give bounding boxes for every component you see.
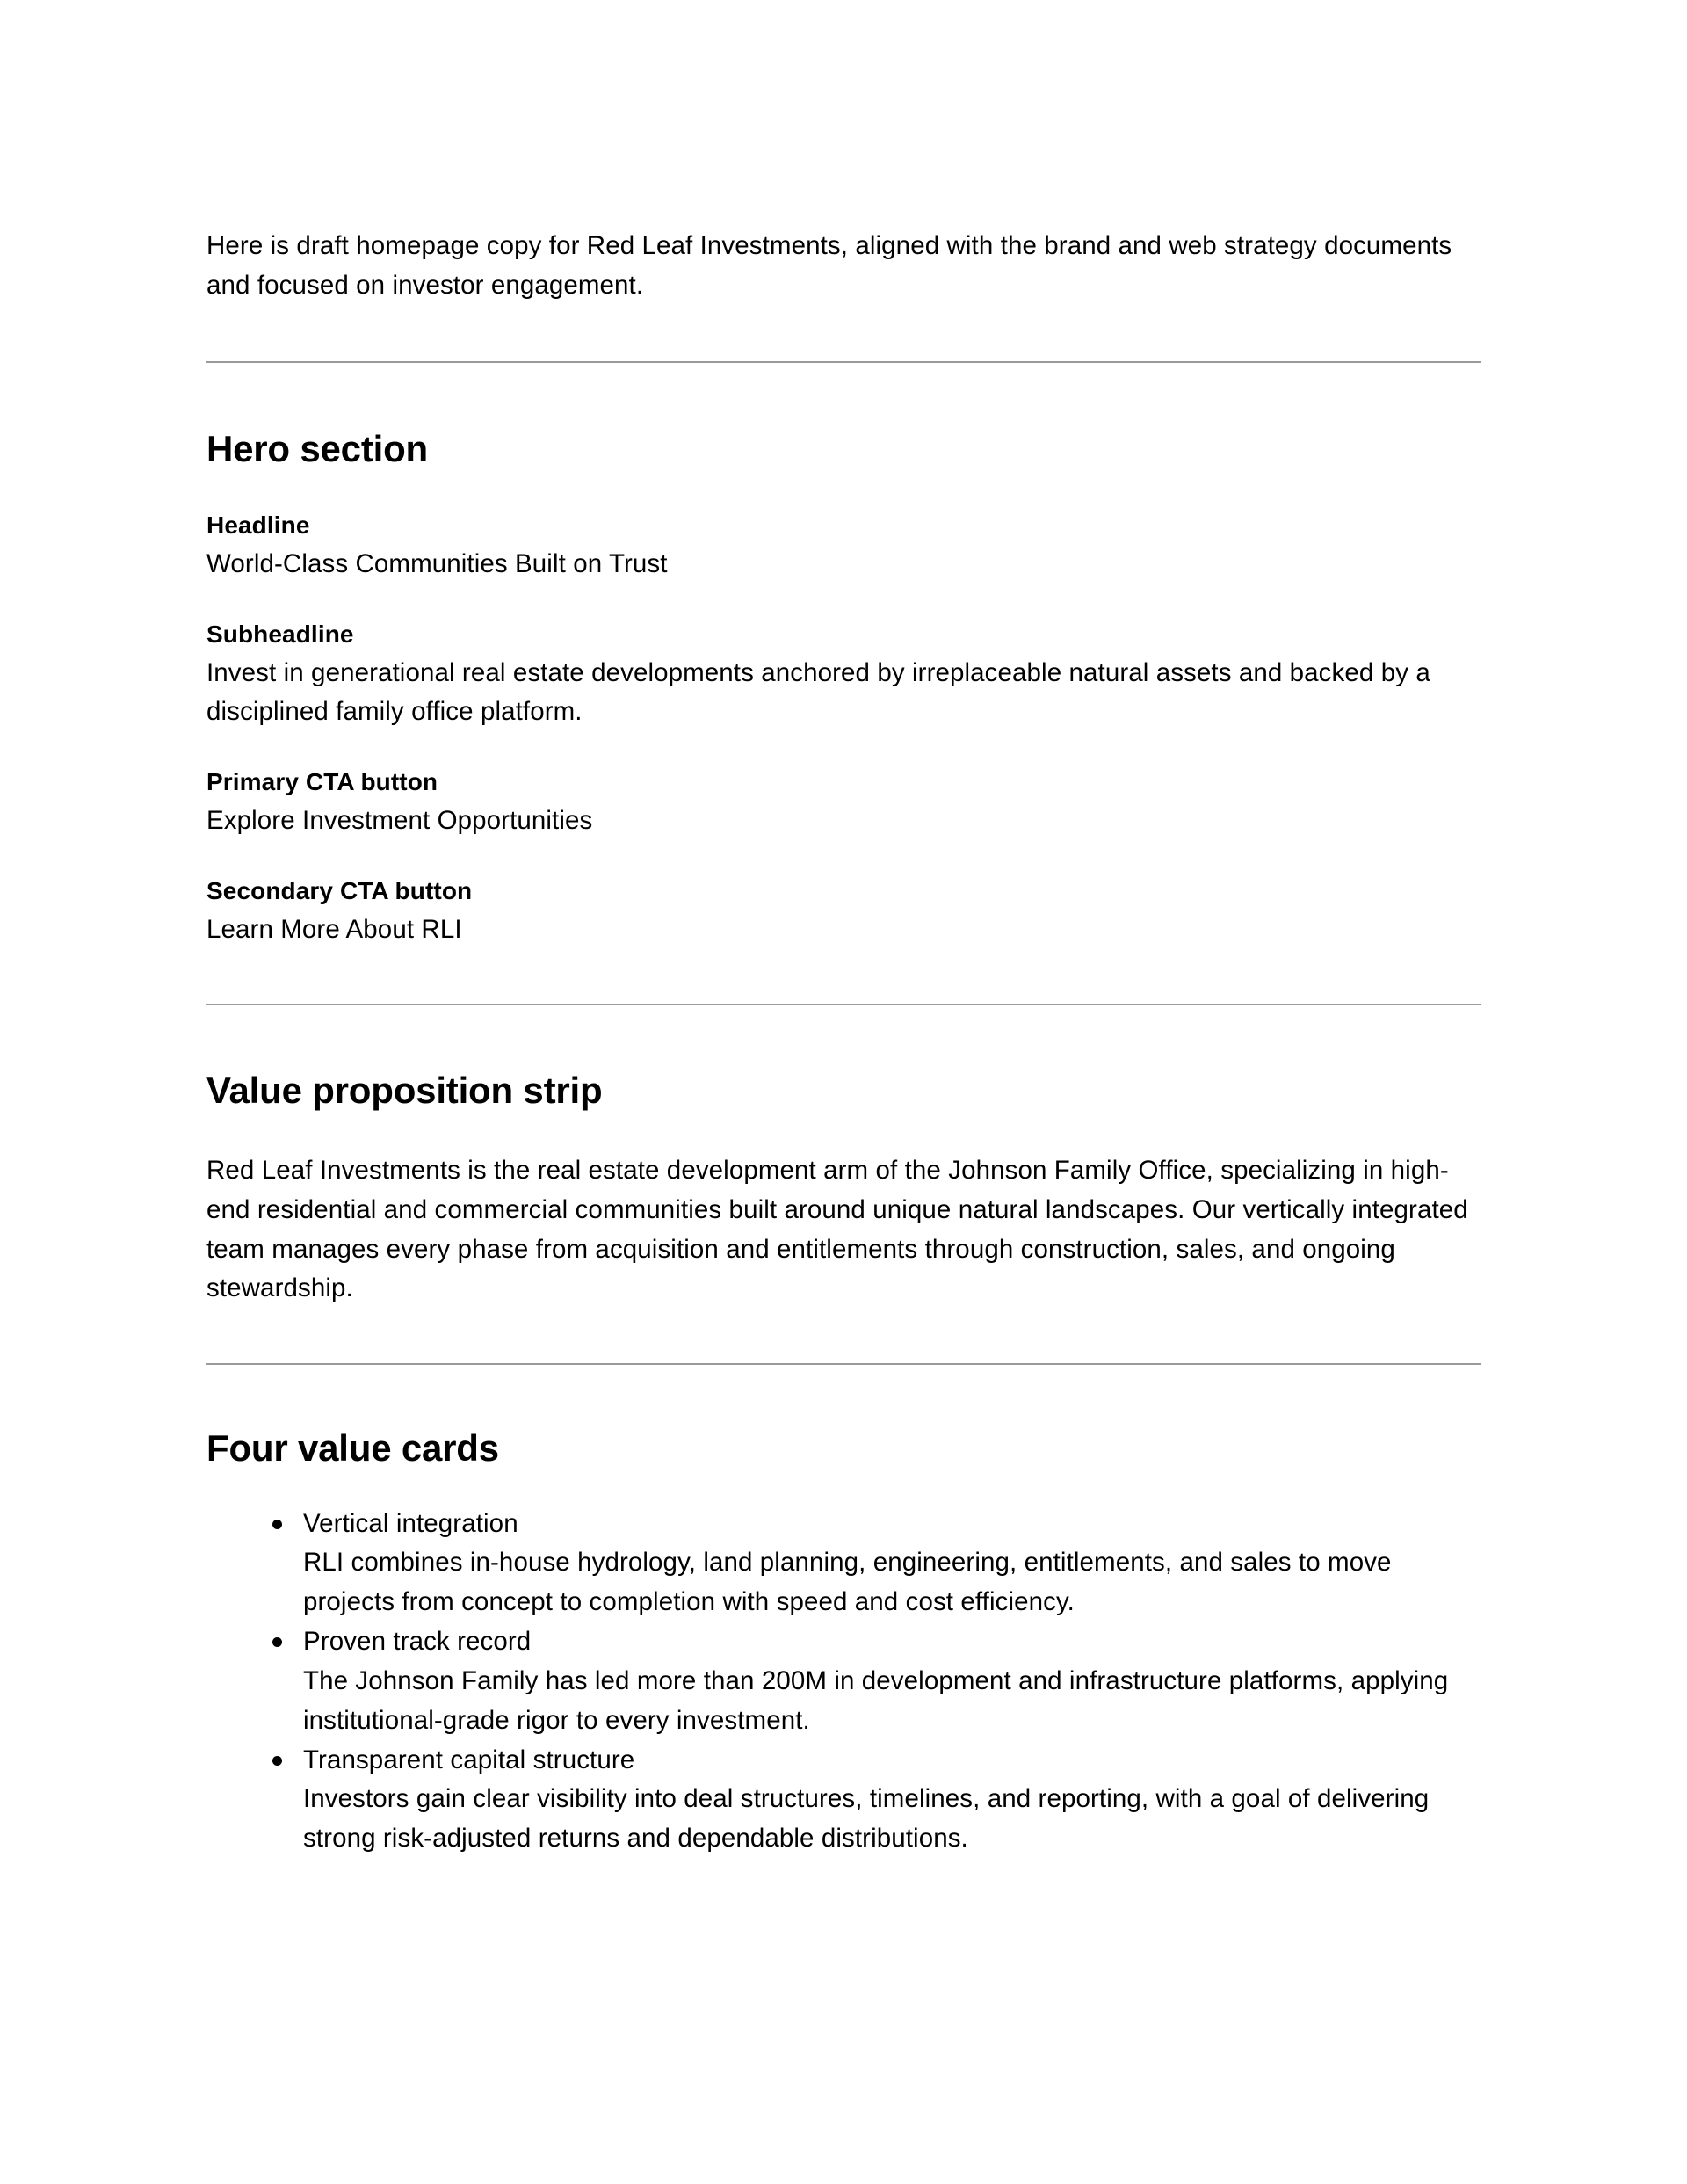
horizontal-divider: [206, 1004, 1481, 1005]
list-item: [206, 1741, 1481, 1859]
list-item: [206, 1622, 1481, 1740]
list-item-description: RLI combines in-house hydrology, land planning, engineering, entitlements, and sales to move projects from concept to completion with speed and cost efficiency.: [303, 1548, 1392, 1617]
intro-paragraph: Here is draft homepage copy for Red Leaf Investments, aligned with the brand and web strategy documents and focused on investor engagement.: [206, 231, 1452, 300]
horizontal-divider: [206, 1363, 1481, 1365]
divider-2-wrapper: [206, 1004, 1481, 1005]
field-headline: [206, 507, 1481, 584]
value-cards-list: [206, 1505, 1481, 1859]
list-item-description: The Johnson Family has led more than 200M in development and infrastructure platforms, applying institutional-grade rigor to every investment.: [303, 1665, 1449, 1735]
list-item-title: Transparent capital structure: [303, 1745, 635, 1774]
bullet-dot-icon: [272, 1520, 282, 1529]
field-secondary-cta: [206, 873, 1481, 950]
horizontal-divider: [206, 361, 1481, 363]
document-content: [206, 227, 1481, 1859]
field-value-subheadline: Invest in generational real estate developments anchored by irreplaceable natural assets and backed by a disciplined family office platform.: [206, 657, 1430, 727]
divider-3-wrapper: [206, 1363, 1481, 1365]
field-value-secondary-cta: Learn More About RLI: [206, 914, 462, 944]
section-heading-hero: Hero section: [206, 427, 428, 469]
section-heading-value-cards: Four value cards: [206, 1427, 499, 1469]
section-heading-value-proposition: Value proposition strip: [206, 1069, 603, 1111]
bullet-dot-icon: [272, 1756, 282, 1766]
field-subheadline: [206, 616, 1481, 732]
value-proposition-paragraph: Red Leaf Investments is the real estate development arm of the Johnson Family Office, specializing in high-end residential and commercial communities built around unique natural landscapes. Our vertically integrated team manages every phase from acquisition and entitlements through construction, sales, and ongoing stewardship.: [206, 1155, 1468, 1303]
list-item-title: Vertical integration: [303, 1508, 518, 1538]
list-item-description: Investors gain clear visibility into deal structures, timelines, and reporting, with a goal of delivering strong risk-adjusted returns and dependable distributions.: [303, 1784, 1430, 1854]
field-value-headline: World-Class Communities Built on Trust: [206, 548, 668, 578]
field-label-secondary-cta: Secondary CTA button: [206, 876, 473, 904]
field-label-subheadline: Subheadline: [206, 620, 354, 648]
field-label-headline: Headline: [206, 512, 310, 540]
field-label-primary-cta: Primary CTA button: [206, 768, 438, 796]
list-item: [206, 1505, 1481, 1622]
divider-1-wrapper: [206, 361, 1481, 363]
field-primary-cta: [206, 764, 1481, 841]
bullet-dot-icon: [272, 1637, 282, 1647]
list-item-title: Proven track record: [303, 1627, 532, 1657]
field-value-primary-cta: Explore Investment Opportunities: [206, 806, 593, 836]
